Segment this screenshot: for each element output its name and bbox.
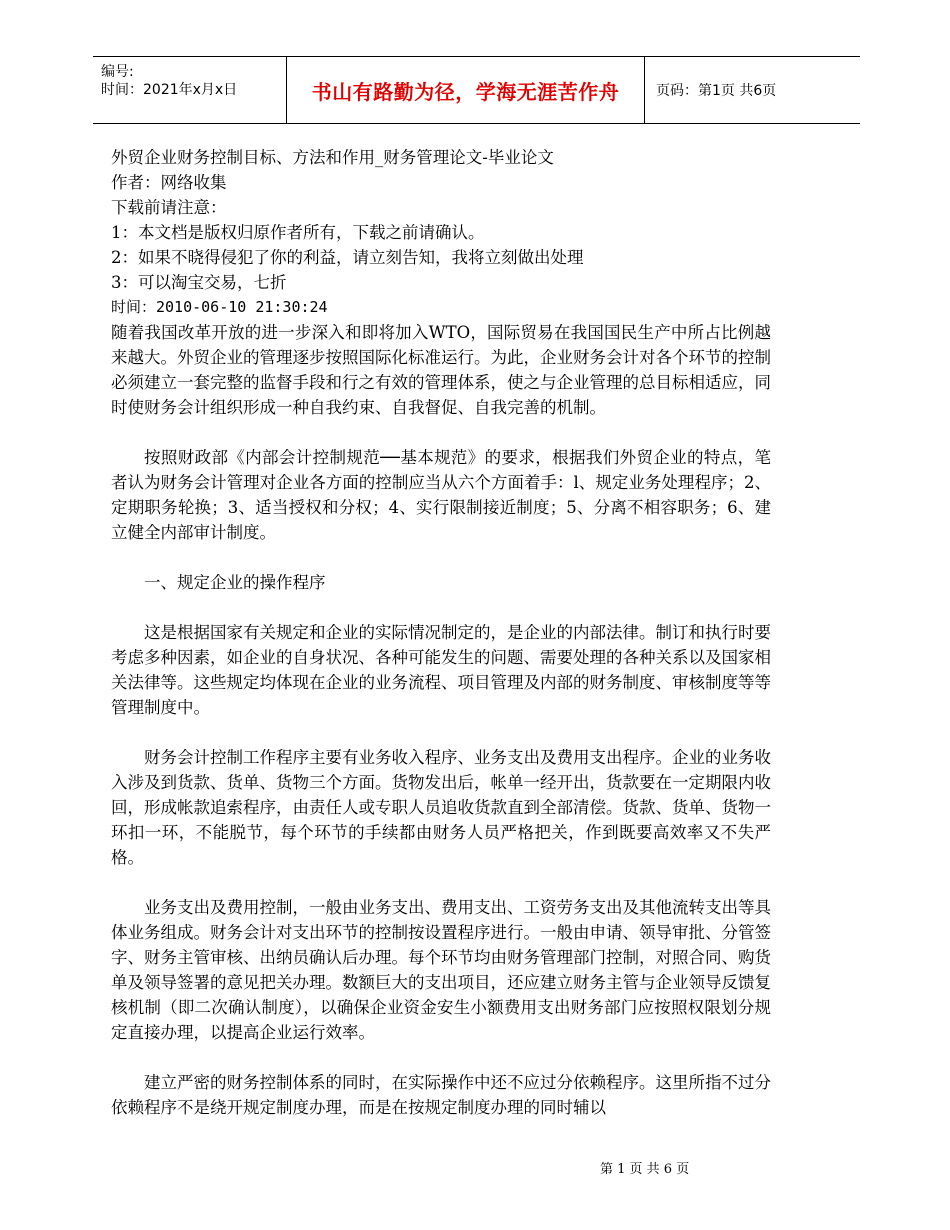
notice-item-1: 1：本文档是版权归原作者所有，下载之前请确认。 xyxy=(111,223,485,242)
header-motto-cell xyxy=(286,57,645,123)
paragraph-control: 建立严密的财务控制体系的同时，在实际操作中还不应过分依赖程序。这里所指不过分依赖程序不是绕开规定制度办理，而是在按规定制度办理的同时辅以 xyxy=(111,1073,771,1117)
header-table xyxy=(93,56,860,124)
notice-heading: 下载前请注意： xyxy=(111,198,227,217)
notice-item-2: 2：如果不晓得侵犯了你的利益，请立刻告知，我将立刻做出处理 xyxy=(111,248,584,267)
paragraph-rules: 这是根据国家有关规定和企业的实际情况制定的，是企业的内部法律。制订和执行时要考虑多种因素，如企业的自身状况、各种可能发生的问题、需要处理的各种关系以及国家相关法律等。这些规定均体现在企业的业务流程、项目管理及内部的财务制度、审核制度等等管理制度中。 xyxy=(111,623,771,717)
header-left-cell xyxy=(93,57,286,123)
author-line: 作者：网络收集 xyxy=(111,173,227,192)
notice-item-3: 3：可以淘宝交易，七折 xyxy=(111,273,287,292)
paragraph-income: 财务会计控制工作程序主要有业务收入程序、业务支出及费用支出程序。企业的业务收入涉及到货款、货单、货物三个方面。货物发出后，帐单一经开出，货款要在一定期限内收回，形成帐款追索程序，由责任人或专职人员追收货款直到全部清偿。货款、货单、货物一环扣一环，不能脱节，每个环节的手续都由财务人员严格把关，作到既要高效率又不失严格。 xyxy=(111,748,771,867)
section-heading: 一、规定企业的操作程序 xyxy=(144,573,326,592)
footer-page-number: 第 1 页 共 6 页 xyxy=(600,1162,690,1177)
document-title: 外贸企业财务控制目标、方法和作用_财务管理论文-毕业论文 xyxy=(111,148,554,167)
datetime-line: 时间：2010-06-10 21:30:24 xyxy=(111,298,328,316)
number-label: 编号: xyxy=(101,64,134,80)
page-info: 页码：第1页 共6页 xyxy=(656,83,777,99)
motto-text: 书山有路勤为径，学海无涯苦作舟 xyxy=(311,79,620,104)
paragraph-expense: 业务支出及费用控制，一般由业务支出、费用支出、工资劳务支出及其他流转支出等具体业务组成。财务会计对支出环节的控制按设置程序进行。一般由申请、领导审批、分管签字、财务主管审核、出纳员确认后办理。每个环节均由财务管理部门控制，对照合同、购货单及领导签署的意见把关办理。数额巨大的支出项目，还应建立财务主管与企业领导反馈复核机制（即二次确认制度），以确保企业资金安生小额费用支出财务部门应按照权限划分规定直接办理，以提高企业运行效率。 xyxy=(111,898,771,1042)
paragraph-standards: 按照财政部《内部会计控制规范──基本规范》的要求，根据我们外贸企业的特点，笔者认为财务会计管理对企业各方面的控制应当从六个方面着手：l、规定业务处理程序；2、定期职务轮换；3、适当授权和分权；4、实行限制接近制度；5、分离不相容职务；6、建立健全内部审计制度。 xyxy=(111,448,771,542)
header-page-cell xyxy=(644,57,860,123)
paragraph-intro: 随着我国改革开放的进一步深入和即将加入WTO，国际贸易在我国国民生产中所占比例越来越大。外贸企业的管理逐步按照国际化标准运行。为此，企业财务会计对各个环节的控制必须建立一套完整的监督手段和行之有效的管理体系，使之与企业管理的总目标相适应，同时使财务会计组织形成一种自我约束、自我督促、自我完善的机制。 xyxy=(111,323,771,417)
document-body xyxy=(111,145,771,1120)
time-label: 时间：2021年x月x日 xyxy=(101,82,238,98)
